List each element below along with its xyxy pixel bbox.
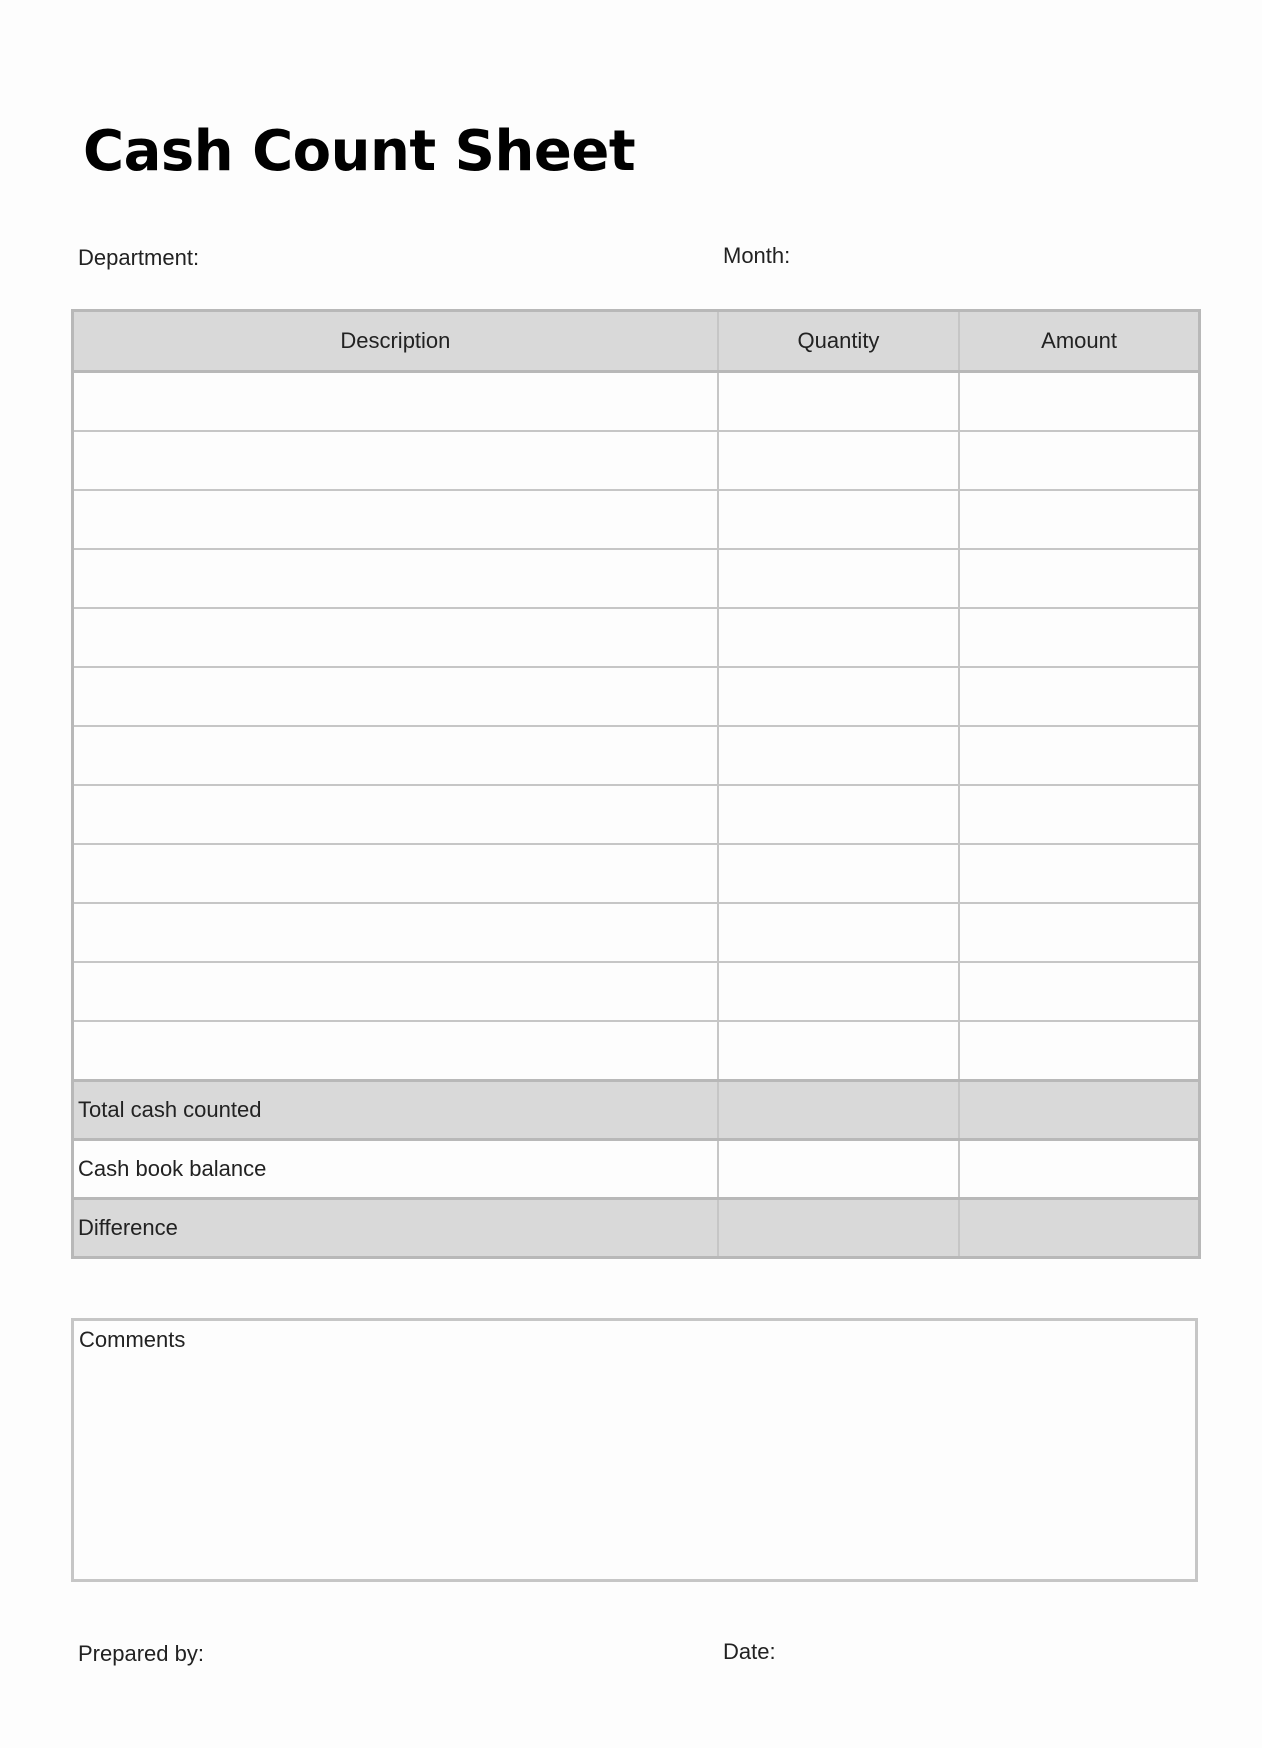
description-cell[interactable] — [73, 431, 718, 490]
description-cell[interactable] — [73, 903, 718, 962]
quantity-cell[interactable] — [718, 903, 959, 962]
cash-book-balance-label: Cash book balance — [73, 1140, 718, 1199]
cash-book-balance-quantity-cell[interactable] — [718, 1140, 959, 1199]
total-cash-counted-label: Total cash counted — [73, 1081, 718, 1140]
amount-cell[interactable] — [959, 962, 1199, 1021]
column-header-amount: Amount — [959, 311, 1199, 372]
month-label: Month: — [723, 243, 791, 268]
description-cell[interactable] — [73, 785, 718, 844]
quantity-cell[interactable] — [718, 1021, 959, 1081]
amount-cell[interactable] — [959, 549, 1199, 608]
amount-cell[interactable] — [959, 726, 1199, 785]
quantity-cell[interactable] — [718, 844, 959, 903]
table-row — [73, 372, 1200, 432]
quantity-cell[interactable] — [718, 608, 959, 667]
description-cell[interactable] — [73, 490, 718, 549]
cash-book-balance-row — [73, 1140, 1200, 1199]
quantity-cell[interactable] — [718, 962, 959, 1021]
prepared-by-label: Prepared by: — [78, 1641, 204, 1666]
amount-cell[interactable] — [959, 785, 1199, 844]
column-header-quantity: Quantity — [718, 311, 959, 372]
comments-box[interactable] — [71, 1318, 1198, 1582]
table-row — [73, 431, 1200, 490]
table-row — [73, 490, 1200, 549]
description-cell[interactable] — [73, 726, 718, 785]
total-cash-counted-quantity-cell[interactable] — [718, 1081, 959, 1140]
table-row — [73, 962, 1200, 1021]
amount-cell[interactable] — [959, 490, 1199, 549]
total-cash-counted-row — [73, 1081, 1200, 1140]
description-cell[interactable] — [73, 608, 718, 667]
quantity-cell[interactable] — [718, 726, 959, 785]
table-row — [73, 667, 1200, 726]
amount-cell[interactable] — [959, 1021, 1199, 1081]
amount-cell[interactable] — [959, 667, 1199, 726]
table-row — [73, 1021, 1200, 1081]
amount-cell[interactable] — [959, 608, 1199, 667]
description-cell[interactable] — [73, 667, 718, 726]
difference-amount-cell[interactable] — [959, 1199, 1199, 1258]
amount-cell[interactable] — [959, 844, 1199, 903]
description-cell[interactable] — [73, 962, 718, 1021]
table-header-row — [73, 311, 1200, 372]
department-label: Department: — [78, 245, 200, 270]
total-cash-counted-amount-cell[interactable] — [959, 1081, 1199, 1140]
description-cell[interactable] — [73, 372, 718, 432]
description-cell[interactable] — [73, 844, 718, 903]
description-cell[interactable] — [73, 549, 718, 608]
difference-row — [73, 1199, 1200, 1258]
amount-cell[interactable] — [959, 372, 1199, 432]
description-cell[interactable] — [73, 1021, 718, 1081]
date-label: Date: — [723, 1639, 776, 1664]
quantity-cell[interactable] — [718, 431, 959, 490]
quantity-cell[interactable] — [718, 490, 959, 549]
table-row — [73, 608, 1200, 667]
table-row — [73, 549, 1200, 608]
quantity-cell[interactable] — [718, 785, 959, 844]
cash-count-table — [71, 309, 1201, 1259]
table-row — [73, 844, 1200, 903]
table-row — [73, 726, 1200, 785]
amount-cell[interactable] — [959, 431, 1199, 490]
difference-label: Difference — [73, 1199, 718, 1258]
cash-book-balance-amount-cell[interactable] — [959, 1140, 1199, 1199]
quantity-cell[interactable] — [718, 667, 959, 726]
page-title: Cash Count Sheet — [83, 119, 636, 184]
quantity-cell[interactable] — [718, 372, 959, 432]
table-row — [73, 903, 1200, 962]
amount-cell[interactable] — [959, 903, 1199, 962]
column-header-description: Description — [73, 311, 718, 372]
comments-label: Comments — [79, 1327, 186, 1352]
quantity-cell[interactable] — [718, 549, 959, 608]
difference-quantity-cell[interactable] — [718, 1199, 959, 1258]
table-row — [73, 785, 1200, 844]
